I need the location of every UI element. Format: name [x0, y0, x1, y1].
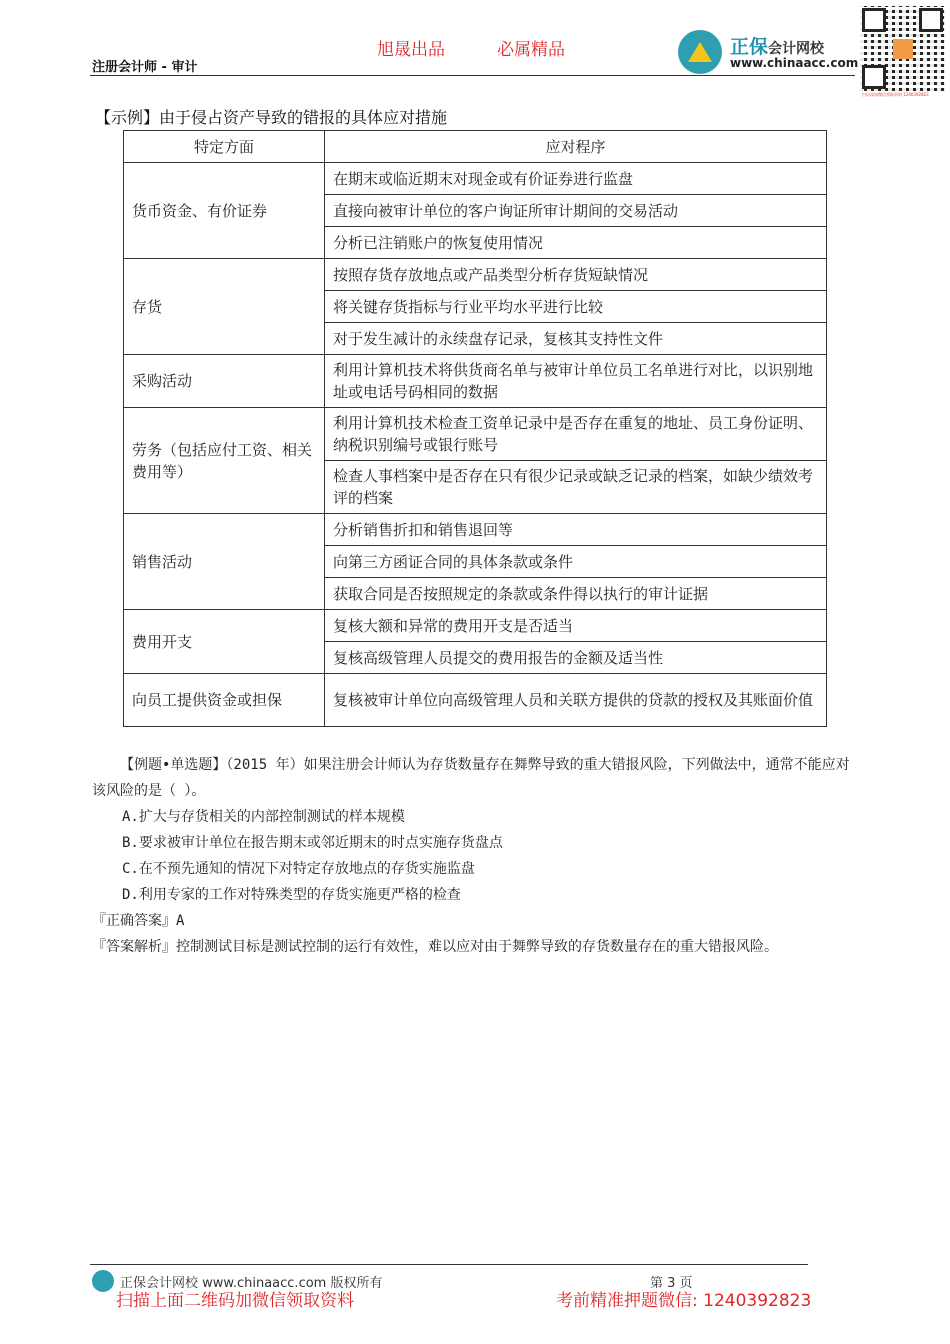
table-header-row [124, 131, 827, 163]
aspect-cell: 货币资金、有价证券 [124, 163, 325, 259]
slogan-2: 必属精品 [497, 40, 565, 60]
table-row [124, 259, 827, 291]
brand-url: www.chinaacc.com [730, 56, 859, 70]
table-row [124, 610, 827, 642]
table-row [124, 163, 827, 195]
footer-promo-left: 扫描上面二维码加微信领取资料 [116, 1291, 354, 1311]
procedure-cell: 利用计算机技术检查工资单记录中是否存在重复的地址、员工身份证明、纳税识别编号或银行账号 [325, 408, 827, 461]
procedure-cell: 按照存货存放地点或产品类型分析存货短缺情况 [325, 259, 827, 291]
procedure-cell: 复核高级管理人员提交的费用报告的金额及适当性 [325, 642, 827, 674]
example-title: 【示例】由于侵占资产导致的错报的具体应对措施 [95, 108, 448, 127]
footer-promo-right: 考前精准押题微信: 1240392823 [556, 1291, 812, 1311]
brand-name: 正保会计网校 [730, 36, 825, 58]
slogan-1: 旭晟出品 [377, 40, 445, 60]
column-header-aspect: 特定方面 [124, 131, 325, 163]
footer-divider [90, 1264, 808, 1265]
qr-code-icon [860, 6, 945, 91]
qr-note: 扫码添加微信领取资料 1240392823 [862, 92, 929, 97]
footer-copyright: 正保会计网校 www.chinaacc.com 版权所有 [120, 1276, 383, 1291]
table-row [124, 674, 827, 727]
table-row [124, 408, 827, 461]
procedure-cell: 分析销售折扣和销售退回等 [325, 514, 827, 546]
table-row [124, 355, 827, 408]
procedure-cell: 复核被审计单位向高级管理人员和关联方提供的贷款的授权及其账面价值 [325, 674, 827, 727]
option-b: B.要求被审计单位在报告期末或邻近期末的时点实施存货盘点 [122, 835, 503, 851]
procedure-cell: 向第三方函证合同的具体条款或条件 [325, 546, 827, 578]
aspect-cell: 费用开支 [124, 610, 325, 674]
procedure-cell: 对于发生减计的永续盘存记录，复核其支持性文件 [325, 323, 827, 355]
aspect-cell: 向员工提供资金或担保 [124, 674, 325, 727]
aspect-cell: 销售活动 [124, 514, 325, 610]
aspect-cell: 存货 [124, 259, 325, 355]
aspect-cell: 劳务（包括应付工资、相关费用等） [124, 408, 325, 514]
table-row [124, 514, 827, 546]
header-divider [90, 75, 855, 76]
footer-logo-icon [92, 1270, 114, 1292]
procedure-cell: 在期末或临近期末对现金或有价证券进行监盘 [325, 163, 827, 195]
procedure-cell: 复核大额和异常的费用开支是否适当 [325, 610, 827, 642]
question-stem: 【例题•单选题】（2015 年）如果注册会计师认为存货数量存在舞弊导致的重大错报风险，下列做法中，通常不能应对该风险的是（ ）。 [92, 757, 850, 799]
procedure-cell: 利用计算机技术将供货商名单与被审计单位员工名单进行对比，以识别地址或电话号码相同的数据 [325, 355, 827, 408]
brand-logo [678, 30, 858, 74]
procedure-cell: 直接向被审计单位的客户询证所审计期间的交易活动 [325, 195, 827, 227]
procedure-cell: 获取合同是否按照规定的条款或条件得以执行的审计证据 [325, 578, 827, 610]
measures-table [123, 130, 827, 727]
option-a: A.扩大与存货相关的内部控制测试的样本规模 [122, 809, 405, 825]
brand-logo-icon [678, 30, 722, 74]
option-d: D.利用专家的工作对特殊类型的存货实施更严格的检查 [122, 887, 461, 903]
answer-analysis: 『答案解析』控制测试目标是测试控制的运行有效性，难以应对由于舞弊导致的存货数量存在的重大错报风险。 [92, 939, 778, 955]
column-header-procedure: 应对程序 [325, 131, 827, 163]
procedure-cell: 将关键存货指标与行业平均水平进行比较 [325, 291, 827, 323]
page-number: 第 3 页 [650, 1276, 693, 1291]
procedure-cell: 分析已注销账户的恢复使用情况 [325, 227, 827, 259]
option-c: C.在不预先通知的情况下对特定存放地点的存货实施监盘 [122, 861, 475, 877]
procedure-cell: 检查人事档案中是否存在只有很少记录或缺乏记录的档案，如缺少绩效考评的档案 [325, 461, 827, 514]
aspect-cell: 采购活动 [124, 355, 325, 408]
correct-answer: 『正确答案』A [92, 913, 185, 929]
subject-title: 注册会计师 - 审计 [92, 60, 198, 75]
